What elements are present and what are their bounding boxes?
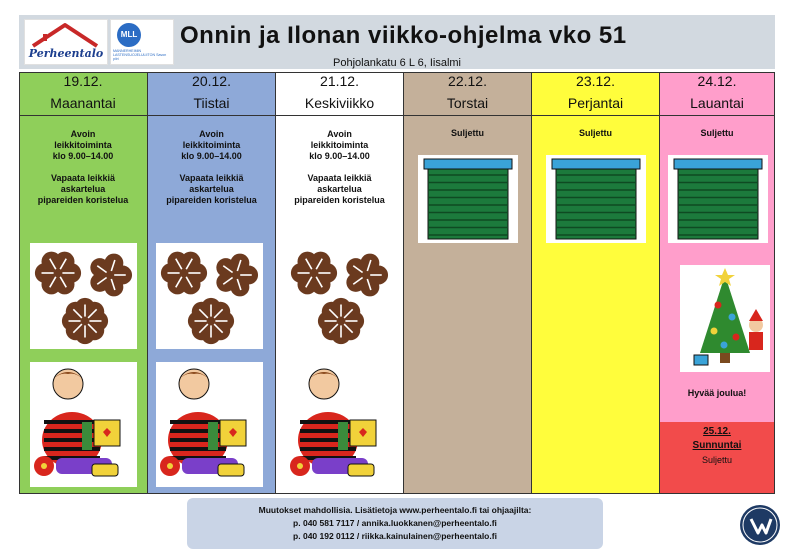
- sunday-status: Suljettu: [701, 455, 733, 465]
- closed-label: Suljettu: [579, 128, 612, 138]
- closed-garage-door-icon: [418, 155, 518, 243]
- christmas-tree-icon: [680, 265, 770, 372]
- day-label: Perjantai: [532, 91, 659, 116]
- sunday-cell: [660, 422, 774, 493]
- child-playing-icon: [30, 362, 137, 487]
- date-label: 21.12.: [276, 72, 403, 92]
- logo2-text: MANNERHEIMIN LASTENSUOJELULIITON Savon piiri: [113, 49, 167, 62]
- sunday-name: Sunnuntai: [692, 440, 742, 451]
- footer-line-2: p. 040 581 7117 / annika.luokkanen@perheentalo.fi: [293, 518, 497, 528]
- closed-garage-door-icon: [668, 155, 768, 243]
- closed-label: Suljettu: [700, 128, 734, 138]
- day-label: Torstai: [404, 91, 531, 116]
- child-playing-icon: [156, 362, 263, 487]
- child-playing-icon: [286, 362, 393, 487]
- page-title: Onnin ja Ilonan viikko-ohjelma vko 51: [180, 22, 627, 49]
- date-label: 22.12.: [404, 72, 531, 92]
- date-label: 24.12.: [660, 72, 774, 92]
- date-label: 20.12.: [148, 72, 275, 92]
- day-label: Tiistai: [148, 91, 275, 116]
- organization-badge-icon: [740, 505, 780, 545]
- day-label: Lauantai: [660, 91, 774, 116]
- mll-logo-icon: MLL: [117, 23, 141, 47]
- gingerbread-cookies-icon: [30, 243, 137, 349]
- day-column-monday: [19, 72, 148, 493]
- grid-border-left: [19, 72, 20, 493]
- footer-box: [187, 498, 603, 549]
- grid-border-top: [19, 72, 775, 73]
- gingerbread-cookies-icon: [156, 243, 263, 349]
- date-label: 23.12.: [532, 72, 659, 92]
- program-text: Avoin leikkitoiminta klo 9.00–14.00 Vapaata leikkiä askartelua pipareiden koristelua: [294, 129, 385, 205]
- grid-border-bottom: [19, 493, 775, 494]
- logo1-text: Perheentalo: [28, 47, 104, 60]
- day-label: Keskiviikko: [276, 91, 403, 116]
- day-column-wednesday: [276, 72, 404, 493]
- footer-line-3: p. 040 192 0112 / riikka.kainulainen@perheentalo.fi: [293, 531, 497, 541]
- closed-label: Suljettu: [451, 128, 484, 138]
- greeting: Hyvää joulua!: [687, 388, 747, 398]
- day-column-thursday: [404, 72, 532, 493]
- footer-line-1: Muutokset mahdollisia. Lisätietoja www.perheentalo.fi tai ohjaajilta:: [258, 505, 532, 515]
- sunday-date: 25.12.: [703, 426, 731, 437]
- closed-garage-door-icon: [546, 155, 646, 243]
- day-column-friday: [532, 72, 660, 493]
- day-label: Maanantai: [19, 91, 147, 116]
- address: Pohjolankatu 6 L 6, Iisalmi: [333, 57, 461, 69]
- program-text: Avoin leikkitoiminta klo 9.00–14.00 Vapaata leikkiä askartelua pipareiden koristelua: [166, 129, 257, 205]
- program-text: Avoin leikkitoiminta klo 9.00–14.00 Vapaata leikkiä askartelua pipareiden koristelua: [37, 129, 129, 205]
- day-column-tuesday: [148, 72, 276, 493]
- gingerbread-cookies-icon: [286, 243, 393, 349]
- date-label: 19.12.: [19, 72, 147, 92]
